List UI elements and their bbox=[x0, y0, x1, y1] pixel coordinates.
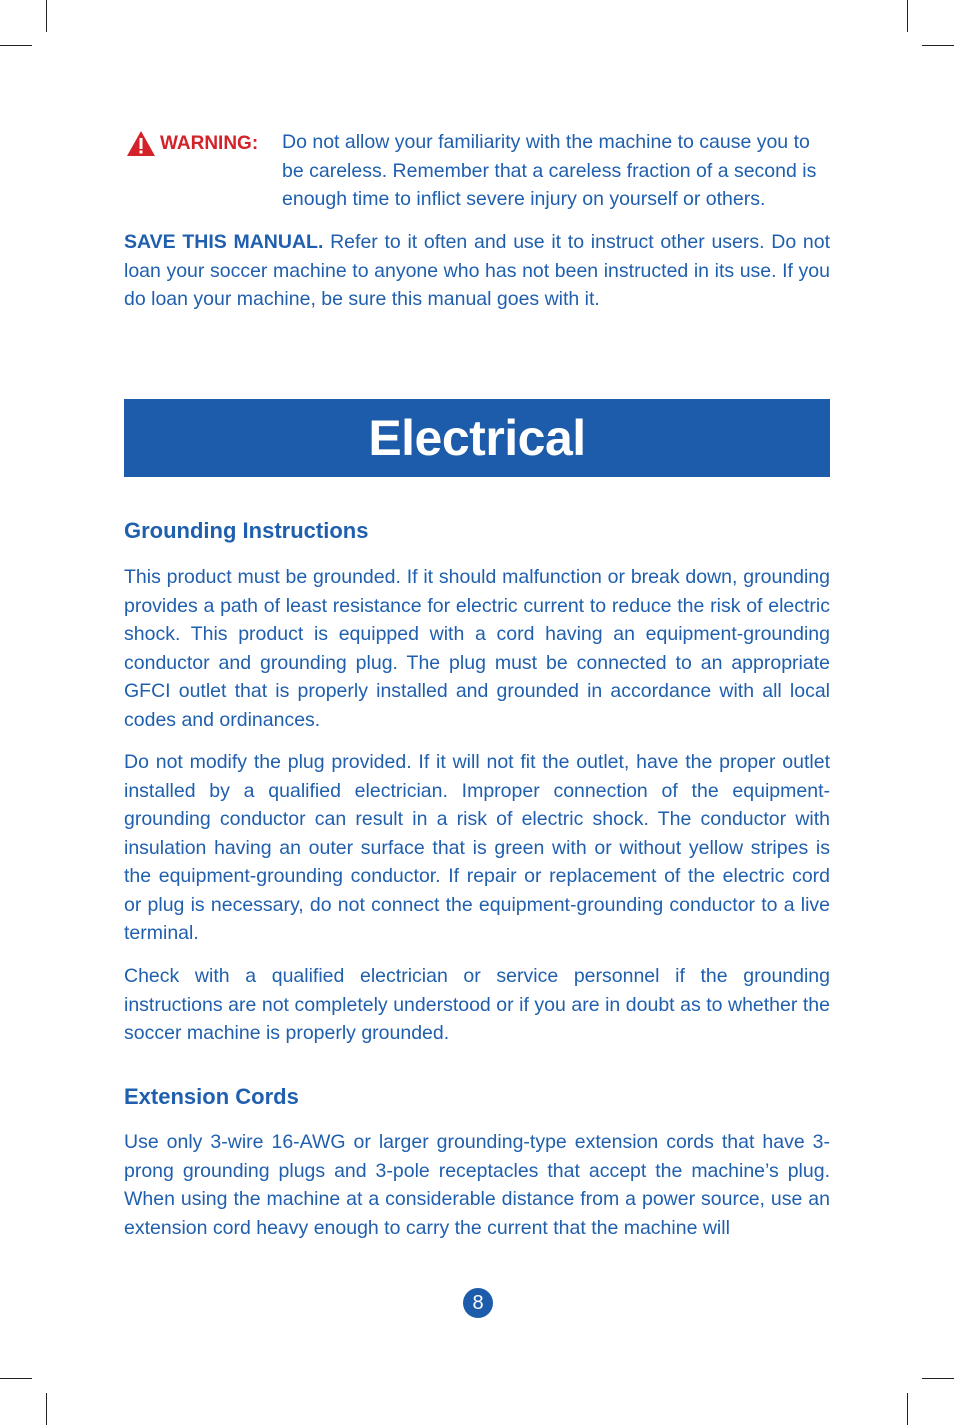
save-manual-text: Refer to it often and use it to instruct other users. Do not loan your soccer machine to anyone who has not been instructed in its use. If you do loan your machine, be sure this manual goes with it. bbox=[124, 231, 831, 310]
extension-paragraph: Use only 3-wire 16-AWG or larger grounding-type extension cords that have 3-prong grounding plugs and 3-pole receptacles that accept the machine’s plug. When using the machine at a considerable distance from a power source, use an extension cord heavy enough to carry the current that the machine will bbox=[124, 1131, 830, 1239]
grounding-paragraph: Do not modify the plug provided. If it will not fit the outlet, have the proper outlet installed by a qualified electrician. Improper connection of the equipment-grounding conductor can result in a risk of electric shock. The conductor with insulation having an outer surface that is green with or without yellow stripes is the equipment-grounding conductor. If repair or replacement of the electric cord or plug is necessary, do not connect the equipment-grounding conductor to a live terminal. bbox=[124, 751, 830, 944]
warning-label: WARNING: bbox=[160, 132, 259, 154]
section-banner bbox=[124, 399, 830, 477]
crop-mark bbox=[46, 1393, 47, 1425]
extension-heading: Extension Cords bbox=[124, 1084, 299, 1109]
warning-text: Do not allow your familiarity with the machine to cause you to be careless. Remember that a careless fraction of a second is enough time to inflict severe injury on yourself or others. bbox=[282, 131, 817, 210]
crop-mark bbox=[46, 0, 47, 32]
warning-triangle-icon bbox=[126, 130, 156, 157]
crop-mark bbox=[922, 1378, 954, 1379]
section-title: Electrical bbox=[368, 410, 586, 466]
crop-mark bbox=[907, 1393, 908, 1425]
crop-mark bbox=[922, 45, 954, 46]
grounding-heading: Grounding Instructions bbox=[124, 518, 369, 543]
crop-mark bbox=[0, 1378, 32, 1379]
warning-label-group bbox=[126, 130, 258, 157]
save-manual-lead: SAVE THIS MANUAL. bbox=[124, 231, 324, 253]
crop-mark bbox=[0, 45, 32, 46]
grounding-paragraph: Check with a qualified electrician or service personnel if the grounding instructions are not completely understood or if you are in doubt as to whether the soccer machine is properly grounded. bbox=[124, 965, 830, 1044]
save-manual-paragraph bbox=[124, 228, 830, 314]
crop-mark bbox=[907, 0, 908, 32]
page-number: 8 bbox=[463, 1288, 493, 1318]
grounding-paragraph: This product must be grounded. If it should malfunction or break down, grounding provides a path of least resistance for electric current to reduce the risk of electric shock. This product is equipped with a cord having an equipment-grounding conductor and grounding plug. The plug must be connected to an appropriate GFCI outlet that is properly installed and grounded in accordance with all local codes and ordinances. bbox=[124, 566, 830, 731]
